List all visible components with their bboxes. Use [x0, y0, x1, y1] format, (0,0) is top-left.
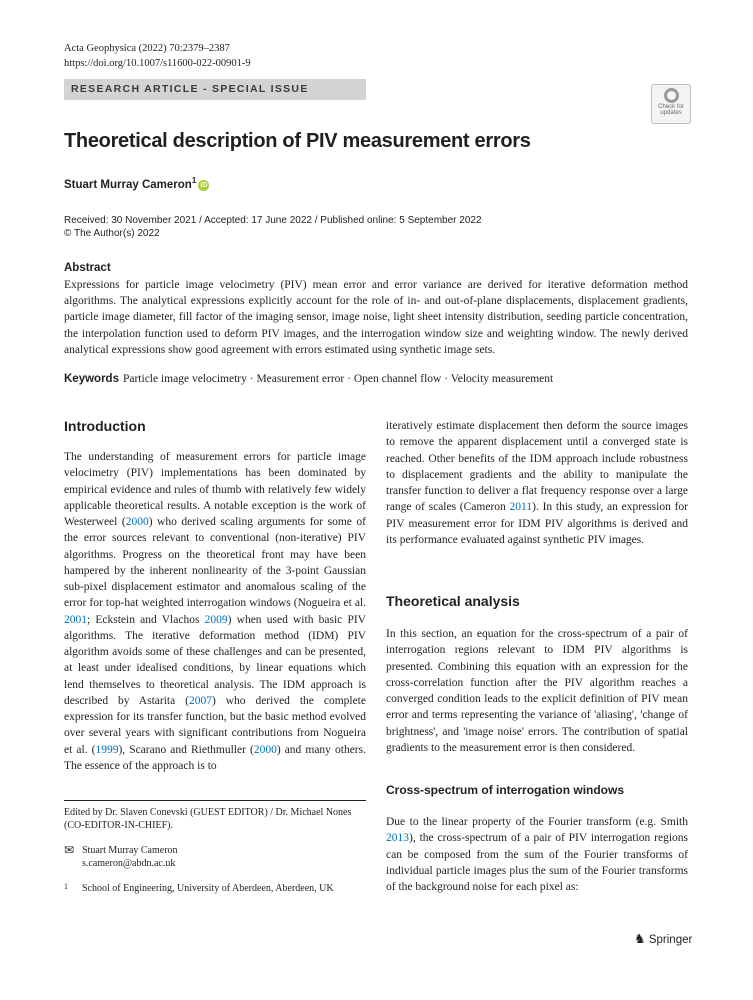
citation-link[interactable]: 2000: [253, 743, 277, 756]
cross-spectrum-heading: Cross-spectrum of interrogation windows: [386, 783, 625, 797]
citation-link[interactable]: 2009: [204, 613, 228, 626]
journal-citation: Acta Geophysica (2022) 70:2379–2387: [64, 43, 230, 54]
footnote-divider: [64, 800, 366, 801]
author-affil-sup: 1: [191, 176, 197, 185]
publisher-logo: [634, 932, 692, 947]
abstract-heading: Abstract: [64, 262, 111, 274]
intro-heading: Introduction: [64, 418, 146, 434]
keywords-label: Keywords: [64, 373, 119, 385]
copyright: © The Author(s) 2022: [64, 228, 160, 239]
article-dates: [64, 214, 482, 240]
citation-link[interactable]: 2007: [188, 694, 212, 707]
citation-link[interactable]: 2013: [386, 832, 409, 845]
article-type-banner: RESEARCH ARTICLE - SPECIAL ISSUE: [64, 79, 366, 100]
article-title: Theoretical description of PIV measurement errors: [64, 130, 531, 152]
history-dates: Received: 30 November 2021 / Accepted: 17 June 2022 / Published online: 5 September 2022: [64, 215, 482, 226]
citation-link[interactable]: 2011: [509, 501, 533, 514]
affil-number: 1: [64, 882, 68, 891]
affiliation-note: [64, 882, 344, 895]
contact-block: [64, 844, 178, 870]
intro-paragraph-cont: iteratively estimate displacement then deform the source images to remove the apparent displacement until a converged state is reached. Other benefits of the IDM approach include robustness to displacement gradients and the ability to manipulate the transfer function to deliver a flat frequency response over a large range of scales (Cameron 2011). In this study, an expression for PIV measurement error for IDM PIV algorithms is derived and its performance evaluated against synthetic PIV images.: [386, 420, 688, 546]
orcid-icon[interactable]: iD: [200, 181, 208, 189]
citation-link[interactable]: 2000: [125, 516, 149, 528]
theory-paragraph: In this section, an equation for the cross-spectrum of a pair of interrogation regions relevant to IDM PIV algorithms is presented. Combining this equation with an expression for the cross-correlation function after the PIV algorithm reaches a converged condition leads to the explicit definition of PIV mean error and terms representing the variance of 'aliasing', 'change of brightness', and 'image noise' errors. The contribution of spatial gradients to the measurement error is then considered.: [386, 628, 688, 754]
contact-email[interactable]: s.cameron@abdn.ac.uk: [82, 858, 176, 869]
intro-paragraph: The understanding of measurement errors for particle image velocimetry (PIV) implementations has been dominated by empirical evidence and rules of thumb with relatively few widely applicable theoretical results. A notable exception is the work of Westerweel (2000) who derived scaling arguments for some of the error sources relevant to conventional (non-iterative) PIV algorithms. Progress on the theoretical front may have been hampered by the inherent nonlinearity of the 3-point Gaussian sub-pixel displacement estimator and anomalous scaling of the error for top-hat weighted interrogation windows (Nogueira et al. 2001; Eckstein and Vlachos 2009) when used with basic PIV algorithms. The iterative deformation method (IDM) PIV algorithm avoids some of these challenges and can be presented, at least under idealised conditions, by linear equations which lend themselves to theoretical analysis. The IDM approach is described by Astarita (2007) who derived the complete expression for its transfer function, but the basic method evolved over several years with significant contributions from Nogueira et al. (1999), Scarano and Riethmuller (2000) and many others. The essence of the approach is to: [64, 451, 366, 772]
author-name: Stuart Murray Cameron: [64, 178, 192, 191]
springer-horse-icon: ♞: [634, 932, 646, 947]
publisher-name: Springer: [648, 934, 693, 946]
doi-link[interactable]: https://doi.org/10.1007/s11600-022-00901-9: [64, 58, 251, 69]
contact-name: Stuart Murray Cameron: [82, 845, 178, 856]
envelope-icon: ✉: [64, 843, 75, 857]
citation-link[interactable]: 1999: [95, 743, 119, 756]
citation-link[interactable]: 2001: [64, 613, 87, 626]
abstract-text: Expressions for particle image velocimetry (PIV) mean error and error variance are derived for iterative deformation method algorithms. The analytical expressions explicitly account for the role of in- and out-of-plane displacements, displacement gradients, particle image diameter, fill factor of the imaging sensor, image noise, light sheet intensity distribution, seeding particle concentration, the interpolation function used to deform PIV images, and the interrogation window size and weighting window. The newly derived analytical expressions show good agreement with errors estimated using synthetic image sets.: [64, 279, 688, 356]
journal-header: [64, 41, 251, 71]
check-for-updates-badge[interactable]: Check for updates: [651, 84, 691, 124]
affiliation-text: School of Engineering, University of Aberdeen, Aberdeen, UK: [82, 883, 334, 894]
cross-spectrum-paragraph: Due to the linear property of the Fourier transform (e.g. Smith 2013), the cross-spectrum of a pair of PIV interrogation regions can be composed from the sum of the Fourier transforms of individual particle images plus the sum of the Fourier transforms of the background noise for each pixel as:: [386, 816, 688, 893]
theory-heading: Theoretical analysis: [386, 593, 520, 609]
keywords-list: Particle image velocimetry · Measurement error · Open channel flow · Velocity measurement: [122, 373, 554, 385]
check-updates-icon: [664, 88, 679, 103]
keywords: [64, 373, 688, 385]
edited-by-note: Edited by Dr. Slaven Conevski (GUEST EDITOR) / Dr. Michael Nones (CO-EDITOR-IN-CHIEF).: [64, 807, 352, 831]
author-line: [64, 176, 209, 191]
